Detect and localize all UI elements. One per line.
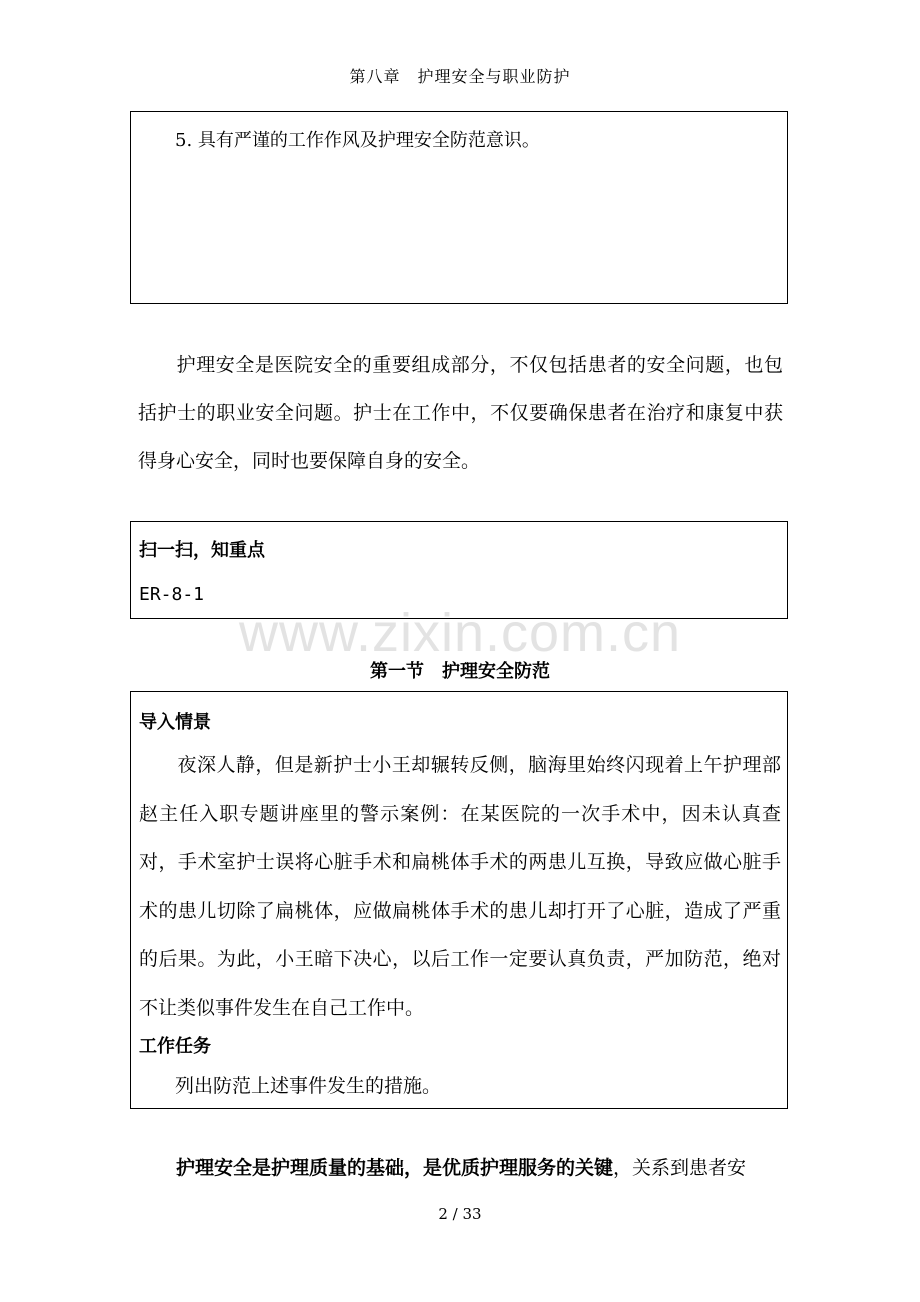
intro-text: 护理安全是医院安全的重要组成部分，不仅包括患者的安全问题，也包括护士的职业安全问题。护士在工作中，不仅要确保患者在治疗和康复中获得身心安全，同时也要保障自身的安全。: [138, 354, 783, 472]
intro-paragraph: [138, 341, 783, 485]
running-header: 第八章 护理安全与职业防护: [349, 67, 571, 86]
scan-code[interactable]: ER-8-1: [139, 584, 205, 605]
intro-scenario-heading: 导入情景: [139, 712, 211, 733]
watermark: www.zixin.com.cn: [238, 603, 682, 663]
work-task-text: 列出防范上述事件发生的措施。: [175, 1075, 442, 1097]
scan-title: 扫一扫，知重点: [139, 540, 265, 561]
case-story: [139, 741, 781, 1032]
objective-box: [130, 111, 788, 304]
objective-item-5: 5. 具有严谨的工作作风及护理安全防范意识。: [175, 130, 540, 151]
case-box: [130, 691, 788, 1109]
section-title: 第一节 护理安全防范: [370, 661, 550, 682]
page-number: 2 / 33: [438, 1205, 482, 1223]
bottom-normal-text: ，关系到患者安: [613, 1157, 747, 1179]
case-story-text: 夜深人静，但是新护士小王却辗转反侧，脑海里始终闪现着上午护理部赵主任入职专题讲座里的警示案例：在某医院的一次手术中，因未认真查对，手术室护士误将心脏手术和扁桃体手术的两患儿互换，导致应做心脏手术的患儿切除了扁桃体，应做扁桃体手术的患儿却打开了心脏，造成了严重的后果。为此，小王暗下决心，以后工作一定要认真负责，严加防范，绝对不让类似事件发生在自己工作中。: [139, 754, 781, 1019]
bottom-paragraph: [138, 1144, 783, 1192]
work-task-heading: 工作任务: [139, 1036, 211, 1057]
bottom-bold-text: 护理安全是护理质量的基础，是优质护理服务的关键: [176, 1157, 614, 1179]
